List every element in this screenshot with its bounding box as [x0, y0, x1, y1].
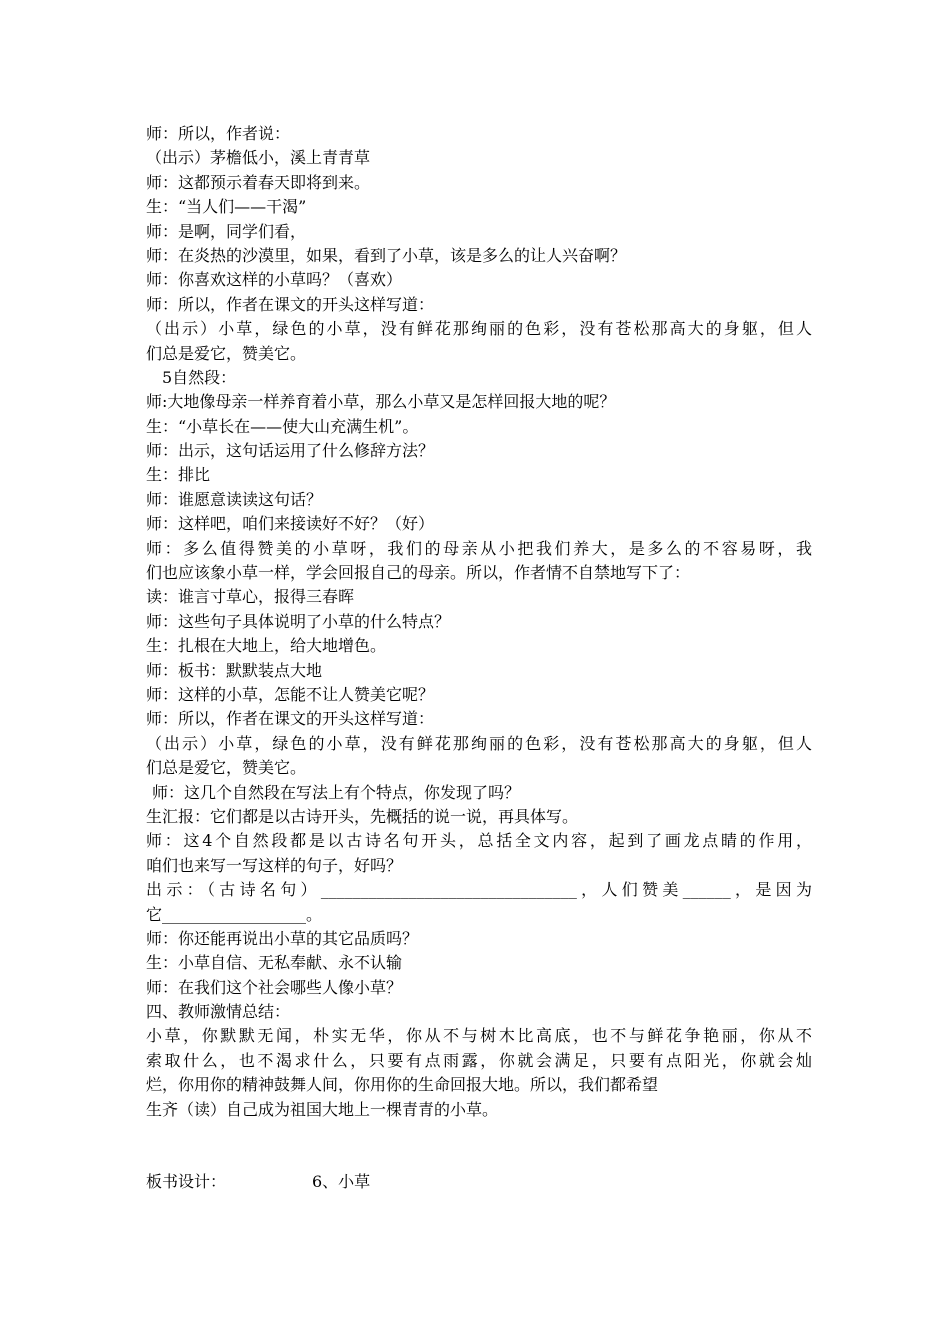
text-line: 们也应该象小草一样，学会回报自己的母亲。所以，作者情不自禁地写下了：: [146, 563, 691, 583]
board-design-title: 6、小草: [312, 1172, 371, 1192]
text-line: 索取什么，也不渴求什么，只要有点雨露，你就会满足，只要有点阳光，你就会灿: [146, 1050, 812, 1070]
text-line: 师：这都预示着春天即将到来。: [146, 172, 371, 192]
text-line: 生：“当人们——干渴”: [146, 197, 307, 217]
text-line: 师：所以，作者在课文的开头这样写道：: [146, 709, 435, 729]
text-line: （出示）小草，绿色的小草，没有鲜花那绚丽的色彩，没有苍松那高大的身躯，但人: [146, 319, 812, 339]
text-line: （出示）小草，绿色的小草，没有鲜花那绚丽的色彩，没有苍松那高大的身躯，但人: [146, 733, 812, 753]
document-page: [146, 122, 812, 1194]
text-line: 师：在炎热的沙漠里，如果，看到了小草，该是多么的让人兴奋啊？: [146, 245, 627, 265]
text-line: 师：所以，作者说：: [146, 124, 291, 143]
text-line: 生：扎根在大地上，给大地增色。: [146, 636, 387, 656]
board-design: [146, 1170, 812, 1194]
text-line: 小草，你默默无闻，朴实无华，你从不与树木比高底，也不与鲜花争艳丽，你从不: [146, 1026, 812, 1046]
text-line: 师：谁愿意读读这句话？: [146, 489, 323, 509]
text-line: 师：这样吧，咱们来接读好不好？（好）: [146, 514, 435, 534]
text-line: 生：排比: [146, 465, 211, 485]
text-line: 读：谁言寸草心，报得三春晖: [146, 587, 355, 607]
section-heading: 四、教师激情总结：: [146, 1002, 291, 1022]
text-line: 师：这样的小草，怎能不让人赞美它呢？: [146, 684, 435, 704]
text-line: 师：在我们这个社会哪些人像小草？: [146, 977, 403, 997]
text-line: 生：小草自信、无私奉献、永不认输: [146, 953, 403, 973]
board-design-label: 板书设计：: [146, 1172, 227, 1192]
text-line: 咱们也来写一写这样的句子，好吗？: [146, 855, 403, 875]
fill-in-blank-line: 出示：（古诗名句）________________________________，人们赞美______，是因为: [146, 880, 812, 900]
text-line: 师:大地像母亲一样养育着小草，那么小草又是怎样回报大地的呢？: [146, 392, 616, 412]
text-line: 生汇报：它们都是以古诗开头，先概括的说一说，再具体写。: [146, 806, 579, 826]
text-line: 师：多么值得赞美的小草呀，我们的母亲从小把我们养大，是多么的不容易呀，我: [146, 538, 812, 558]
text-line: 师：你喜欢这样的小草吗？（喜欢）: [146, 270, 403, 290]
text-line: 师：你还能再说出小草的其它品质吗？: [146, 928, 419, 948]
text-line: 烂，你用你的精神鼓舞人间，你用你的生命回报大地。所以，我们都希望: [146, 1075, 659, 1095]
text-line: 生齐（读）自己成为祖国大地上一棵青青的小草。: [146, 1099, 499, 1119]
text-line: 生：“小草长在——使大山充满生机”。: [146, 416, 419, 436]
text-line: 师：这些句子具体说明了小草的什么特点？: [146, 611, 451, 631]
text-line: 们总是爱它，赞美它。: [146, 758, 307, 778]
section-heading: 5自然段：: [162, 367, 237, 387]
text-line: 师：所以，作者在课文的开头这样写道：: [146, 294, 435, 314]
text-line: 师：这4个自然段都是以古诗名句开头，总括全文内容，起到了画龙点睛的作用，: [146, 831, 812, 851]
fill-in-blank-line: 它__________________。: [146, 904, 323, 924]
text-line: 师：出示，这句话运用了什么修辞方法？: [146, 441, 435, 461]
spacer: [146, 1122, 812, 1170]
text-line: 师：板书：默默装点大地: [146, 660, 323, 680]
text-line: 师：这几个自然段在写法上有个特点，你发现了吗？: [152, 782, 521, 802]
text-line: 们总是爱它，赞美它。: [146, 343, 307, 363]
text-line: （出示）茅檐低小，溪上青青草: [146, 148, 371, 168]
text-line: 师：是啊，同学们看，: [146, 221, 307, 241]
